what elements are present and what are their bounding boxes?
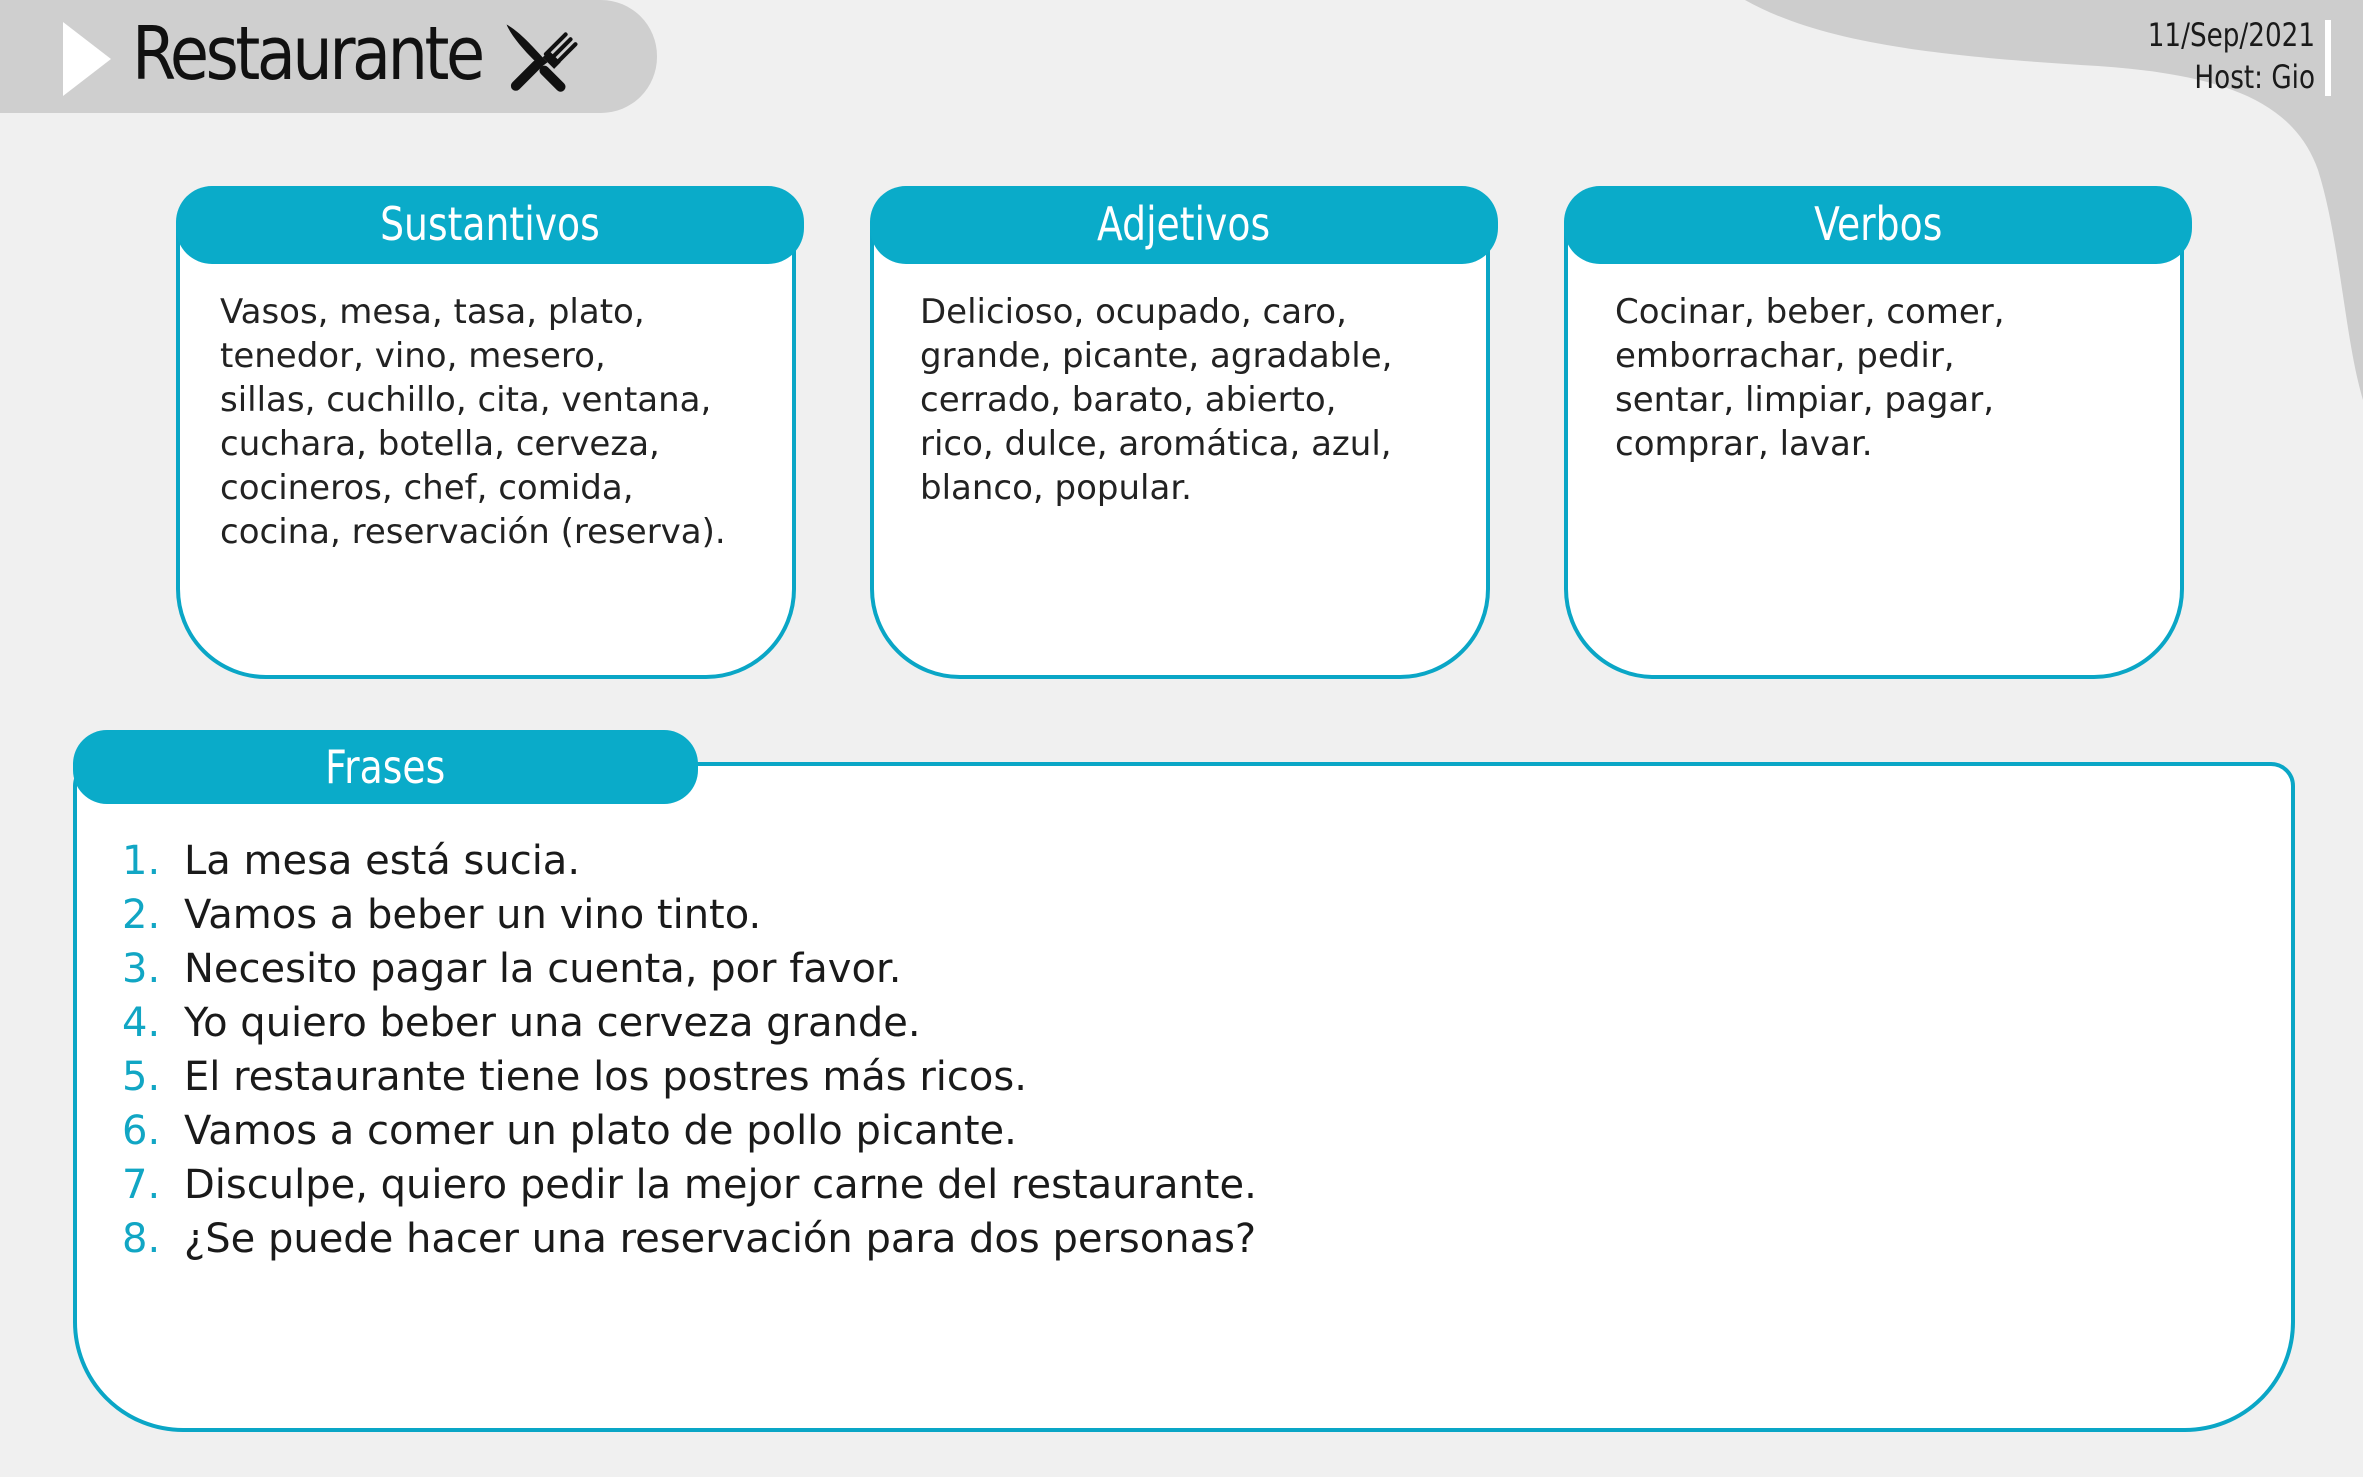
list-number: 2. <box>122 892 161 938</box>
list-number: 8. <box>122 1216 161 1262</box>
list-item <box>122 1050 1257 1104</box>
list-item <box>122 996 1257 1050</box>
list-number: 7. <box>122 1162 161 1208</box>
fork-knife-icon <box>500 18 582 100</box>
list-item <box>122 942 1257 996</box>
session-date: 11/Sep/2021 <box>2147 16 2315 54</box>
card-header <box>176 186 804 264</box>
header-divider <box>2325 20 2331 96</box>
phrase-text: El restaurante tiene los postres más ricos. <box>184 1054 1027 1100</box>
list-number: 4. <box>122 1000 161 1046</box>
session-info <box>2148 14 2315 98</box>
phrases-header <box>73 730 698 804</box>
list-item <box>122 1212 1257 1266</box>
title-bar <box>0 0 657 113</box>
list-item <box>122 1158 1257 1212</box>
phrase-text: ¿Se puede hacer una reservación para dos personas? <box>184 1216 1257 1262</box>
phrase-text: Yo quiero beber una cerveza grande. <box>184 1000 921 1046</box>
list-number: 6. <box>122 1108 161 1154</box>
card-text: Delicioso, ocupado, caro, grande, picante, agradable, cerrado, barato, abierto, rico, dulce, aromática, azul, blanco, popular. <box>920 292 1393 508</box>
card-adjetivos <box>870 186 1490 679</box>
card-text: Cocinar, beber, comer, emborrachar, pedir, sentar, limpiar, pagar, comprar, lavar. <box>1615 292 2005 464</box>
card-title: Adjetivos <box>1097 197 1271 251</box>
phrase-list <box>122 834 1257 1266</box>
list-item <box>122 834 1257 888</box>
card-verbos <box>1564 186 2184 679</box>
list-item <box>122 1104 1257 1158</box>
list-number: 5. <box>122 1054 161 1100</box>
card-sustantivos <box>176 186 796 679</box>
card-title: Sustantivos <box>380 197 600 251</box>
list-item <box>122 888 1257 942</box>
phrase-text: La mesa está sucia. <box>184 838 581 884</box>
card-text: Vasos, mesa, tasa, plato, tenedor, vino, mesero, sillas, cuchillo, cita, ventana, cuchara, botella, cerveza, cocineros, chef, comida, cocina, reservación (reserva). <box>220 292 726 552</box>
list-number: 3. <box>122 946 161 992</box>
phrase-text: Necesito pagar la cuenta, por favor. <box>184 946 902 992</box>
phrase-text: Vamos a beber un vino tinto. <box>184 892 762 938</box>
phrase-text: Disculpe, quiero pedir la mejor carne del restaurante. <box>184 1162 1257 1208</box>
phrase-text: Vamos a comer un plato de pollo picante. <box>184 1108 1017 1154</box>
card-title: Verbos <box>1813 197 1943 251</box>
list-number: 1. <box>122 838 161 884</box>
phrases-title: Frases <box>325 740 446 794</box>
card-header <box>1564 186 2192 264</box>
card-header <box>870 186 1498 264</box>
play-arrow-icon <box>63 22 111 96</box>
session-host: Host: Gio <box>2194 58 2315 96</box>
page-title: Restaurante <box>132 11 482 97</box>
